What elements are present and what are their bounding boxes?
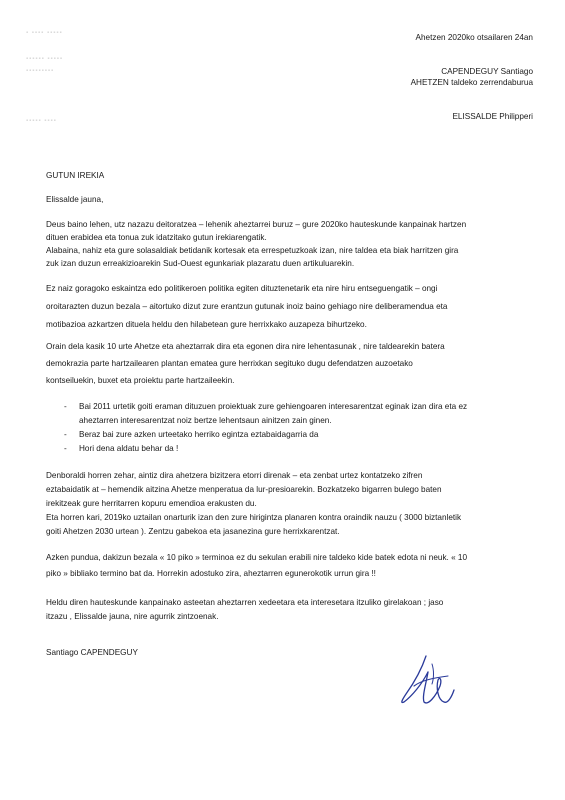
bullet-dash: - [64, 402, 67, 411]
text-line: dituen erabidea eta tonua zuk idatzitako gutun irekiarengatik. [46, 233, 267, 242]
bleed-through-mark: ▪ ▪▪▪▪ ▪▪▪▪▪ [26, 30, 63, 36]
text-line: aheztarren interesarentzat noiz bertze lehentsaun ainitzen zain ginen. [79, 416, 332, 425]
list-item [64, 442, 178, 456]
text-line: kontseiluekin, buxet eta proiektu parte hartzaileekin. [46, 376, 235, 385]
text-line: Hori dena aldatu behar da ! [79, 444, 179, 453]
list-item [64, 428, 318, 442]
sender-role: AHETZEN taldeko zerrendaburua [410, 78, 533, 87]
text-line: Heldu diren hauteskunde kanpainako asteetan aheztarren xedeetara eta interesetara itzuliko girelakoan ; jaso [46, 598, 444, 607]
text-line: Bai 2011 urtetik goiti eraman dituzuen proiektuak zure gehiengoaren interesarentzat eginak izan dira eta ez [79, 402, 468, 411]
list-item [64, 400, 467, 414]
text-line: irekitzeak gure herritarren kopuru emendioa erakusten du. [46, 499, 257, 508]
text-line: motibazioa azkartzen dituela heldu den hilabetean gure herrixkako auzapeza bihurtzeko. [46, 320, 367, 329]
letter-date: Ahetzen 2020ko otsailaren 24an [415, 33, 533, 42]
text-line: eztabaidatik at – hemendik aitzina Ahetze menperatua da lur-presioarekin. Bozkatzeko bigarren bulego baten [46, 485, 442, 494]
letter-title: GUTUN IREKIA [46, 171, 105, 180]
text-line: demokrazia parte hartzailearen plantan ematea gure herrixkan segituko dugu defendatzen auzoetako [46, 359, 413, 368]
text-line: Denboraldi horren zehar, aintiz dira ahetzera bizitzera etorri direnak – eta zenbat urtez kontatzeko zifren [46, 471, 423, 480]
bleed-through-mark: ▪▪▪▪▪ ▪▪▪▪ [26, 118, 57, 124]
bleed-through-mark: ▪▪▪▪▪▪ ▪▪▪▪▪ [26, 56, 64, 62]
text-line: goiti Ahetzen 2030 urtean ). Zentzu gabekoa eta jasanezina gure herrixkarentzat. [46, 527, 340, 536]
text-line: Eta horren kari, 2019ko uztailan onarturik izan den zure hirigintza planaren kontra oraindik nauzu ( 3000 biztanletik [46, 513, 462, 522]
text-line: oroitarazten duzun bezala – aitortuko dizut zure erantzun gutunak inoiz baino gehiago nire deliberamendua eta [46, 302, 448, 311]
bullet-dash: - [64, 430, 67, 439]
text-line: Orain dela kasik 10 urte Ahetze eta aheztarrak dira eta egonen dira nire lehentasunak , nire taldearekin batera [46, 342, 445, 351]
text-line: Deus baino lehen, utz nazazu deitoratzea – lehenik aheztarrei buruz – gure 2020ko hauteskunde kanpainak hartzen [46, 220, 467, 229]
text-line: Ez naiz goragoko eskaintza edo politikeroen politika egiten dituztenetarik eta nire hiru entseguengatik – ongi [46, 284, 438, 293]
signoff-name: Santiago CAPENDEGUY [46, 648, 138, 657]
text-line: itzazu , Elissalde jauna, nire agurrik zintzoenak. [46, 612, 219, 621]
text-line: zuk izan duzun erreakizioarekin Sud-Ouest egunkariak plazaratu duen artikuluarekin. [46, 259, 355, 268]
handwritten-signature [392, 650, 462, 712]
recipient-name: ELISSALDE Philipperi [452, 112, 533, 121]
bleed-through-mark: ▪▪▪▪▪▪▪▪▪ [26, 68, 55, 74]
text-line: Beraz bai zure azken urteetako herriko egintza eztabaidagarria da [79, 430, 319, 439]
salutation: Elissalde jauna, [46, 195, 104, 204]
text-line: Azken pundua, dakizun bezala « 10 piko » terminoa ez du sekulan erabili nire taldeko kide batek edota ni neuk. « 10 [46, 553, 468, 562]
sender-name: CAPENDEGUY Santiago [441, 67, 533, 76]
bullet-dash: - [64, 444, 67, 453]
text-line: Alabaina, nahiz eta gure solasaldiak betidanik kortesak eta errespetuzkoak izan, nire taldea eta biak harritzen gira [46, 246, 459, 255]
text-line: piko » bibliako termino bat da. Horrekin adostuko zira, aheztarren egunerokotik urrun gira !! [46, 569, 376, 578]
